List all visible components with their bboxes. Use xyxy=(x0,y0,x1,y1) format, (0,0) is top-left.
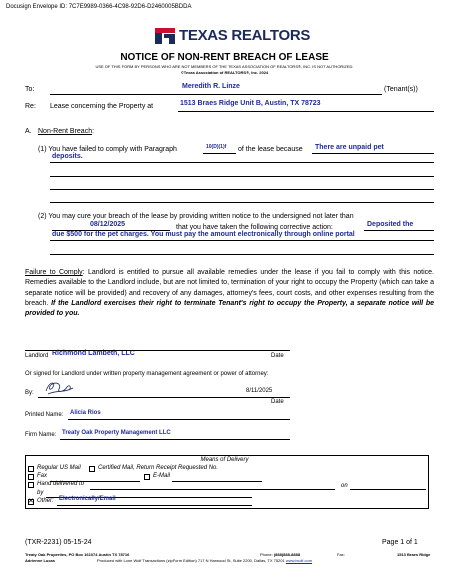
property-address-field[interactable]: 1513 Braes Ridge Unit B, Austin, TX 78723 xyxy=(180,100,321,107)
on-label: on xyxy=(341,483,348,489)
item2-text2: that you have taken the following corrective action: xyxy=(176,224,333,231)
email-label: E-Mail xyxy=(153,473,171,479)
breach-reason-line2[interactable]: deposits. xyxy=(52,153,83,160)
signature-image[interactable] xyxy=(42,378,76,398)
property-line xyxy=(178,111,434,112)
other-label: Other: xyxy=(37,498,54,504)
breach-reason-line1[interactable]: There are unpaid pet xyxy=(315,144,384,151)
footer-phone xyxy=(260,552,300,557)
re-text: Lease concerning the Property at xyxy=(50,103,154,110)
reason-line-4 xyxy=(50,189,434,190)
copyright: ©Texas Association of REALTORS®, Inc. 2024 xyxy=(180,70,269,75)
landlord-label: Landlord xyxy=(25,353,49,359)
regular-mail-checkbox[interactable] xyxy=(28,466,34,472)
corrective-action-line1[interactable]: Deposited the xyxy=(367,221,414,228)
item1-prefix: (1) You have failed to comply with Paragraph xyxy=(38,146,177,153)
certified-mail-label: Certified Mail, Return Receipt Requested No. xyxy=(98,465,219,471)
footer-phone-label: Phone: xyxy=(260,552,273,557)
other-delivery-field[interactable]: Electronically/Email xyxy=(59,496,116,502)
reason-line-2 xyxy=(50,162,434,163)
page-title: NOTICE OF NON-RENT BREACH OF LEASE xyxy=(120,52,329,63)
action-line-3 xyxy=(50,254,434,255)
fax-checkbox[interactable] xyxy=(28,474,34,480)
paragraph-field[interactable]: 10(D)(1)f xyxy=(206,144,227,150)
reason-line-1 xyxy=(312,153,434,154)
footer-company: Treaty Oak Properties, PO Box 161074 Austin TX 78716 xyxy=(25,552,130,557)
printed-name-line xyxy=(68,419,290,420)
failure-body: : Landlord is entitled to pursue all available remedies under the lease if you fail to comply with this notice. Remedies available to the Landlord include, but are not limited to, termination of your right to occupy the Property (which can take a separate notice will be provided) and recovery of any damages, attorney's fees, court costs, and other expenses resulting from the breach. xyxy=(25,269,435,307)
reason-line-3 xyxy=(50,176,434,177)
footer-phone-value: (888)888-8888 xyxy=(273,552,301,557)
regular-mail-label: Regular US Mail xyxy=(37,465,81,471)
firm-name-label: Firm Name: xyxy=(25,432,57,438)
hand-delivered-checkbox[interactable] xyxy=(28,482,34,488)
action-line-1 xyxy=(364,230,434,231)
email-line xyxy=(172,481,262,482)
envelope-id: Docusign Envelope ID: 7C7E9989-0366-4C98-92D6-D2460005BDDA xyxy=(6,4,192,10)
footer-site-link[interactable]: www.lwolf.com xyxy=(285,558,313,563)
footer-person: Adrienne Lucas xyxy=(25,558,56,563)
paragraph-line xyxy=(203,153,236,154)
by-line xyxy=(38,397,290,398)
delivery-title: Means of Delivery xyxy=(200,457,249,463)
re-label: Re: xyxy=(25,103,36,110)
landlord-date-label: Date xyxy=(271,353,284,359)
failure-heading: Failure to Comply xyxy=(25,269,83,276)
footer-produced-text: Produced with Lone Wolf Transactions (zipForm Edition) 717 N Harwood St, Suite 2200, Dallas, TX 75201 xyxy=(97,558,285,563)
brand-logo xyxy=(155,27,311,45)
by-delivery-label: by xyxy=(37,490,44,496)
other-checkbox[interactable] xyxy=(28,499,34,505)
fax-label: Fax xyxy=(37,473,48,479)
to-label: To: xyxy=(25,86,35,93)
firm-name-field[interactable]: Treaty Oak Property Management LLC xyxy=(62,430,171,436)
item1-middle: of the lease because xyxy=(238,146,303,153)
item2-text1: (2) You may cure your breach of the lease by providing written notice to the undersigned not later than xyxy=(38,213,354,220)
page-number: Page 1 of 1 xyxy=(382,539,418,546)
email-checkbox[interactable] xyxy=(144,474,150,480)
or-signed-text: Or signed for Landlord under written property management agreement or power of attorney: xyxy=(25,371,269,377)
landlord-name-field[interactable]: Richmond Lambeth, LLC xyxy=(52,350,135,357)
corrective-action-line2[interactable]: due $500 for the pet charges. You must pay the amount electronically through online portal xyxy=(52,231,355,238)
section-a-heading-text: Non-Rent Breach xyxy=(38,128,93,135)
brand-name: TEXAS REALTORS xyxy=(179,27,311,44)
footer-produced xyxy=(97,558,312,563)
reason-line-5 xyxy=(50,202,434,203)
failure-emphasis: If the Landlord exercises their right to terminate Tenant's right to occupy the Property, a separate notice will be provided to you. xyxy=(25,299,434,318)
printed-name-label: Printed Name: xyxy=(25,412,64,418)
texas-realtors-mark-icon xyxy=(155,28,175,44)
hand-delivered-label: Hand delivered to xyxy=(37,481,85,487)
signed-date-field[interactable]: 8/11/2025 xyxy=(246,388,273,394)
on-line xyxy=(350,489,426,490)
form-id: (TXR-2231) 05-15-24 xyxy=(25,539,92,546)
printed-name-field[interactable]: Alicia Rios xyxy=(70,410,101,416)
failure-paragraph xyxy=(25,268,434,319)
cure-date-field[interactable]: 08/12/2025 xyxy=(90,221,126,228)
section-a-heading xyxy=(38,128,94,135)
by-date-label: Date xyxy=(271,399,284,405)
footer-doc: 1513 Braes Ridge xyxy=(397,552,431,557)
section-a-colon: : xyxy=(92,128,95,135)
landlord-top-line xyxy=(25,350,290,351)
disclaimer: USE OF THIS FORM BY PERSONS WHO ARE NOT MEMBERS OF THE TEXAS ASSOCIATION OF REALTORS®, INC. IS NOT AUTHORIZED. xyxy=(95,64,354,69)
firm-name-line xyxy=(60,439,290,440)
certified-mail-checkbox[interactable] xyxy=(89,466,95,472)
tenant-name-field[interactable]: Meredith R. Linze xyxy=(182,83,240,90)
section-a-label: A. xyxy=(25,128,32,135)
other-line xyxy=(57,505,252,506)
hand-delivered-line xyxy=(90,489,335,490)
footer-fax-label: Fax: xyxy=(337,552,345,557)
tenant-suffix: (Tenant(s)) xyxy=(384,86,418,93)
action-line-2 xyxy=(50,240,434,241)
tenant-line xyxy=(50,94,382,95)
by-label: By: xyxy=(25,390,34,396)
